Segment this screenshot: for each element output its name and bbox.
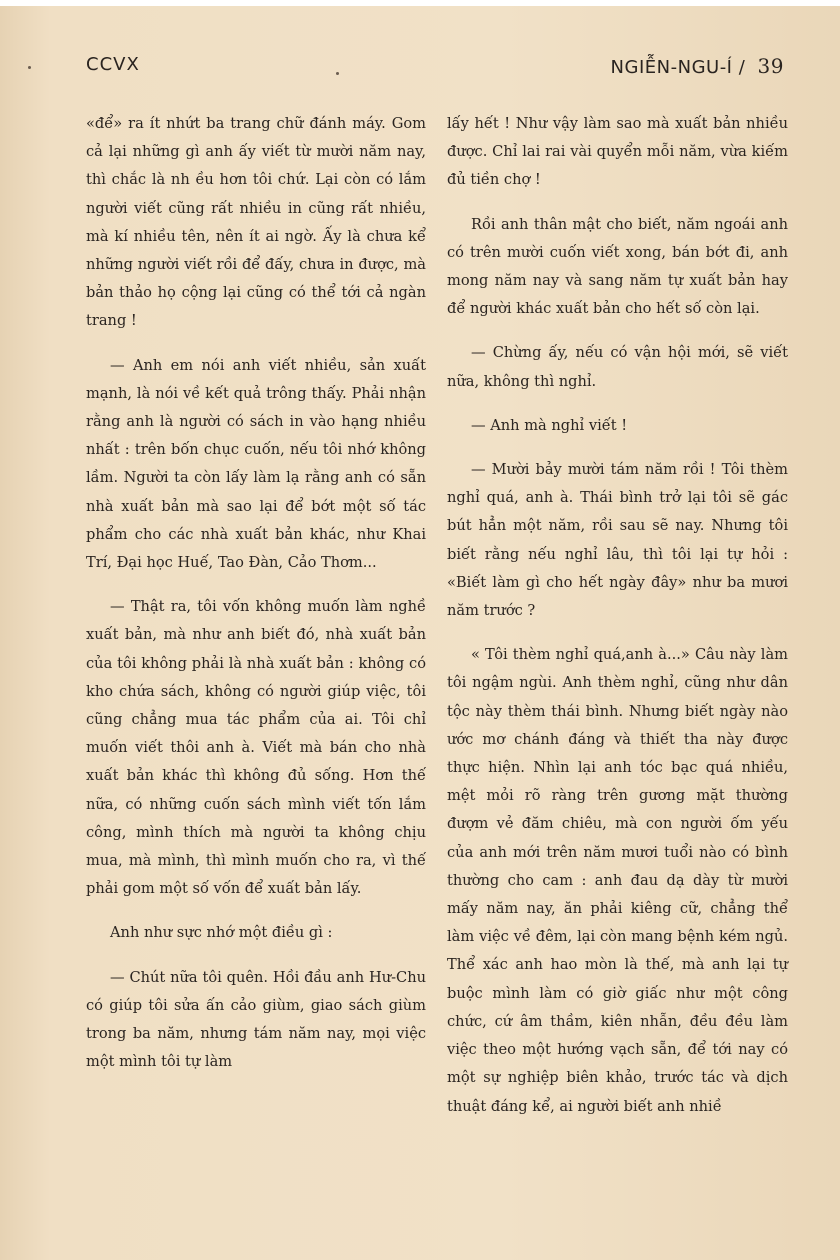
paragraph: « Tôi thèm nghỉ quá,anh à...» Câu này làm tôi ngậm ngùi. Anh thèm nghỉ, cũng như dân tộc này thèm thái bình. Nhưng biết ngày nào ước mơ chánh đáng và thiết tha này được thực hiện. Nhìn lại anh tóc bạc quá nhiều, mệt mỏi rõ ràng trên gương mặt thường đượm vẻ đăm chiêu, mà con người ốm yếu của anh mới trên năm mươi tuổi nào có bình thường cho cam : anh đau dạ dày từ mười mấy năm nay, ăn phải kiêng cữ, chẳng thể làm việc về đêm, lại còn mang bệnh kém ngủ. Thể xác anh hao mòn là thế, mà anh lại tự buộc mình làm có giờ giấc như một công chức, cứ âm thầm, kiên nhẫn, đều đều làm việc theo một hướng vạch sẵn, để tới nay có một sự nghiệp biên khảo, trước tác và dịch thuật đáng kể, ai người biết anh nhiề [447, 646, 788, 1115]
left-column [86, 110, 426, 1093]
paragraph: — Chút nữa tôi quên. Hồi đầu anh Hư-Chu có giúp tôi sửa ấn cảo giùm, giao sách giùm trong ba năm, nhưng tám năm nay, mọi việc một mình tôi tự làm [86, 968, 426, 1071]
paragraph: — Thật ra, tôi vốn không muốn làm nghề xuất bản, mà như anh biết đó, nhà xuất bản của tôi không phải là nhà xuất bản : không có kho chứa sách, không có người giúp việc, tôi cũng chẳng mua tác phẩm của ai. Tôi chỉ muốn viết thôi anh à. Viết mà bán cho nhà xuất bản khác thì không đủ sống. Hơn thế nữa, có những cuốn sách mình viết tốn lắm công, mình thích mà người ta không chịu mua, mà mình, thì mình muốn cho ra, vì thế phải gom một số vốn để xuất bản lấy. [86, 598, 426, 898]
right-column [447, 110, 788, 1137]
running-header-title: NGIỄN-NGU-Í [610, 57, 733, 78]
paragraph: Rồi anh thân mật cho biết, năm ngoái anh có trên mười cuốn viết xong, bán bớt đi, anh mong năm nay và sang năm tự xuất bản hay để người khác xuất bản cho hết số còn lại. [447, 215, 788, 318]
running-header-right [611, 54, 784, 78]
paragraph: Anh như sực nhớ một điều gì : [110, 924, 333, 942]
scan-edge [0, 0, 840, 6]
paragraph: — Chừng ấy, nếu có vận hội mới, sẽ viết nữa, không thì nghỉ. [447, 344, 788, 390]
header-separator: / [738, 57, 746, 78]
running-header-left: CCVX [86, 54, 140, 75]
ink-speck [336, 72, 339, 75]
paragraph: lấy hết ! Như vậy làm sao mà xuất bản nhiều được. Chỉ lai rai vài quyển mỗi năm, vừa kiếm đủ tiền chợ ! [447, 115, 788, 189]
paragraph: «để» ra ít nhứt ba trang chữ đánh máy. Gom cả lại những gì anh ấy viết từ mười năm nay, thì chắc là nh ều hơn tôi chứ. Lại còn có lắm người viết cũng rất nhiều in cũng rất nhiều, mà kí nhiều tên, nên ít ai ngờ. Ấy là chưa kể những người viết rồi để đấy, chưa in được, mà bản thảo họ cộng lại cũng có thể tới cả ngàn trang ! [86, 115, 426, 330]
page-number: 39 [757, 54, 784, 78]
paragraph: — Mười bảy mười tám năm rồi ! Tôi thèm nghỉ quá, anh à. Thái bình trở lại tôi sẽ gác bút hẳn một năm, rồi sau sẽ nay. Nhưng tôi biết rằng nếu nghỉ lâu, thì tôi lại tự hỏi : «Biết làm gì cho hết ngày đây» như ba mươi năm trước ? [447, 461, 788, 620]
paragraph: — Anh mà nghỉ viết ! [471, 416, 628, 434]
ink-speck [28, 66, 31, 69]
paragraph: — Anh em nói anh viết nhiều, sản xuất mạnh, là nói về kết quả trông thấy. Phải nhận rằng anh là người có sách in vào hạng nhiều nhất : trên bốn chục cuốn, nếu tôi nhớ không lầm. Người ta còn lấy làm lạ rằng anh có sẵn nhà xuất bản mà sao lại để bớt một số tác phẩm cho các nhà xuất bản khác, như Khai Trí, Đại học Huế, Tao Đàn, Cảo Thơm... [86, 356, 426, 572]
